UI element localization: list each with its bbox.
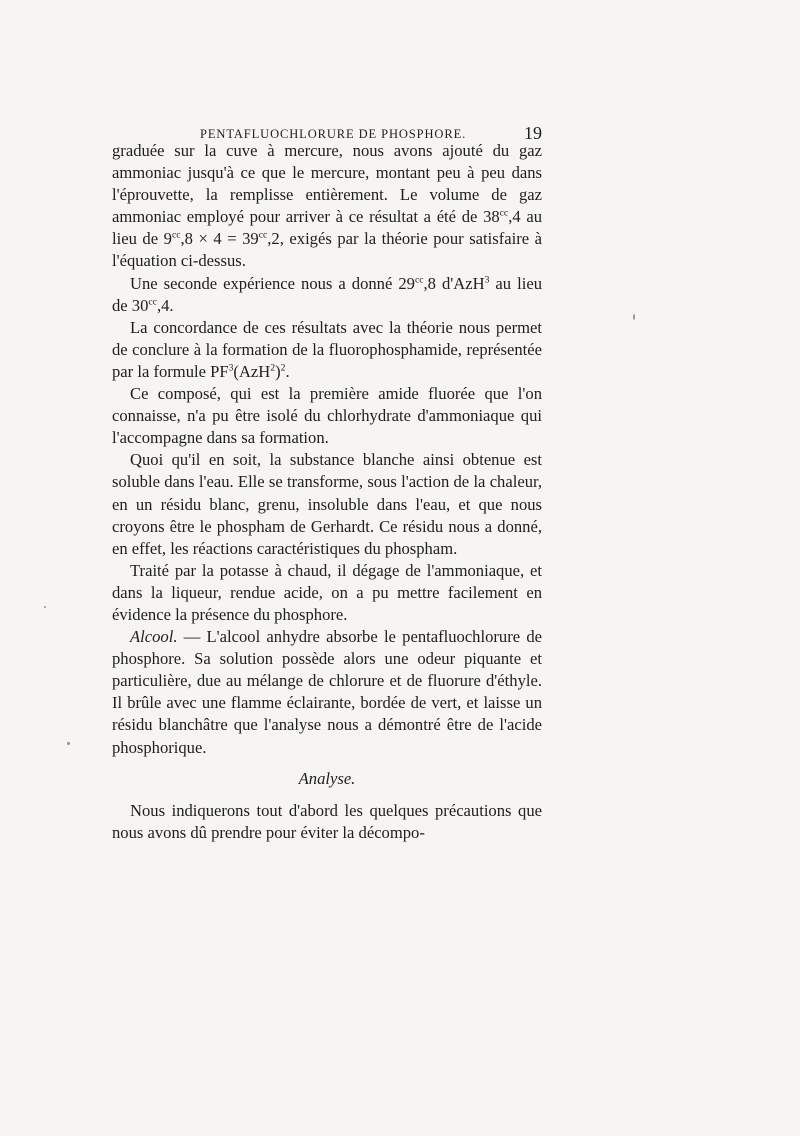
paragraph-second-experiment: Une seconde expérience nous a donné $29^{cc},8$ d'AzH$^3$ au lieu de $30^{cc},4$.: [112, 273, 542, 315]
paragraph-substance: Quoi qu'il en soit, la substance blanche ainsi obtenue est soluble dans l'eau. Elle se transforme, sous l'action de la chaleur, en un résidu blanc, grenu, insoluble dans l'eau, et que nous croyons être le phospham de Gerhardt. Ce résidu nous a donné, en effet, les réactions caractéristiques du phospham.: [112, 450, 542, 558]
paragraph-concordance: La concordance de ces résultats avec la théorie nous permet de conclure à la formation de la fluorophosphamide, représentée par la formule $PF^3(AzH^2)^2$.: [112, 317, 542, 381]
body-text: [112, 140, 542, 844]
paper-speck: [67, 742, 70, 745]
section-heading: Analyse.: [298, 768, 356, 788]
paragraph-alcohol: Alcool. — L'alcool anhydre absorbe le pentafluochlorure de phosphore. Sa solution possède alors une odeur piquante et particulière, due au mélange de chlorure et de fluorure d'éthyle. Il brûle avec une flamme éclairante, bordée de vert, et laisse un résidu blanchâtre que l'analyse nous a démontré être de l'acide phosphorique.: [112, 627, 542, 757]
paper-speck: [633, 314, 635, 320]
running-title: PENTAFLUOCHLORURE DE PHOSPHORE.: [200, 127, 467, 141]
paper-speck: [44, 606, 46, 608]
paragraph-potash: Traité par la potasse à chaud, il dégage de l'ammoniaque, et dans la liqueur, rendue acide, on a pu mettre facilement en évidence la présence du phosphore.: [112, 560, 542, 624]
paragraph-analysis: Nous indiquerons tout d'abord les quelques précautions que nous avons dû prendre pour éviter la décompo-: [112, 800, 542, 842]
page-number: 19: [524, 123, 542, 143]
paragraph-continued: graduée sur la cuve à mercure, nous avons ajouté du gaz ammoniac jusqu'à ce que le mercure, montant peu à peu dans l'éprouvette, la remplisse entièrement. Le volume de gaz ammoniac employé pour arriver à ce résultat a été de $38^{cc},4$ au lieu de $9^{cc},8 \times 4 = 39^{cc},2$, exigés par la théorie pour satisfaire à l'équation ci-dessus.: [112, 141, 543, 271]
alcohol-label: Alcool.: [130, 627, 178, 647]
paragraph-compound: Ce composé, qui est la première amide fluorée que l'on connaisse, n'a pu être isolé du chlorhydrate d'ammoniaque qui l'accompagne dans sa formation.: [112, 384, 542, 448]
